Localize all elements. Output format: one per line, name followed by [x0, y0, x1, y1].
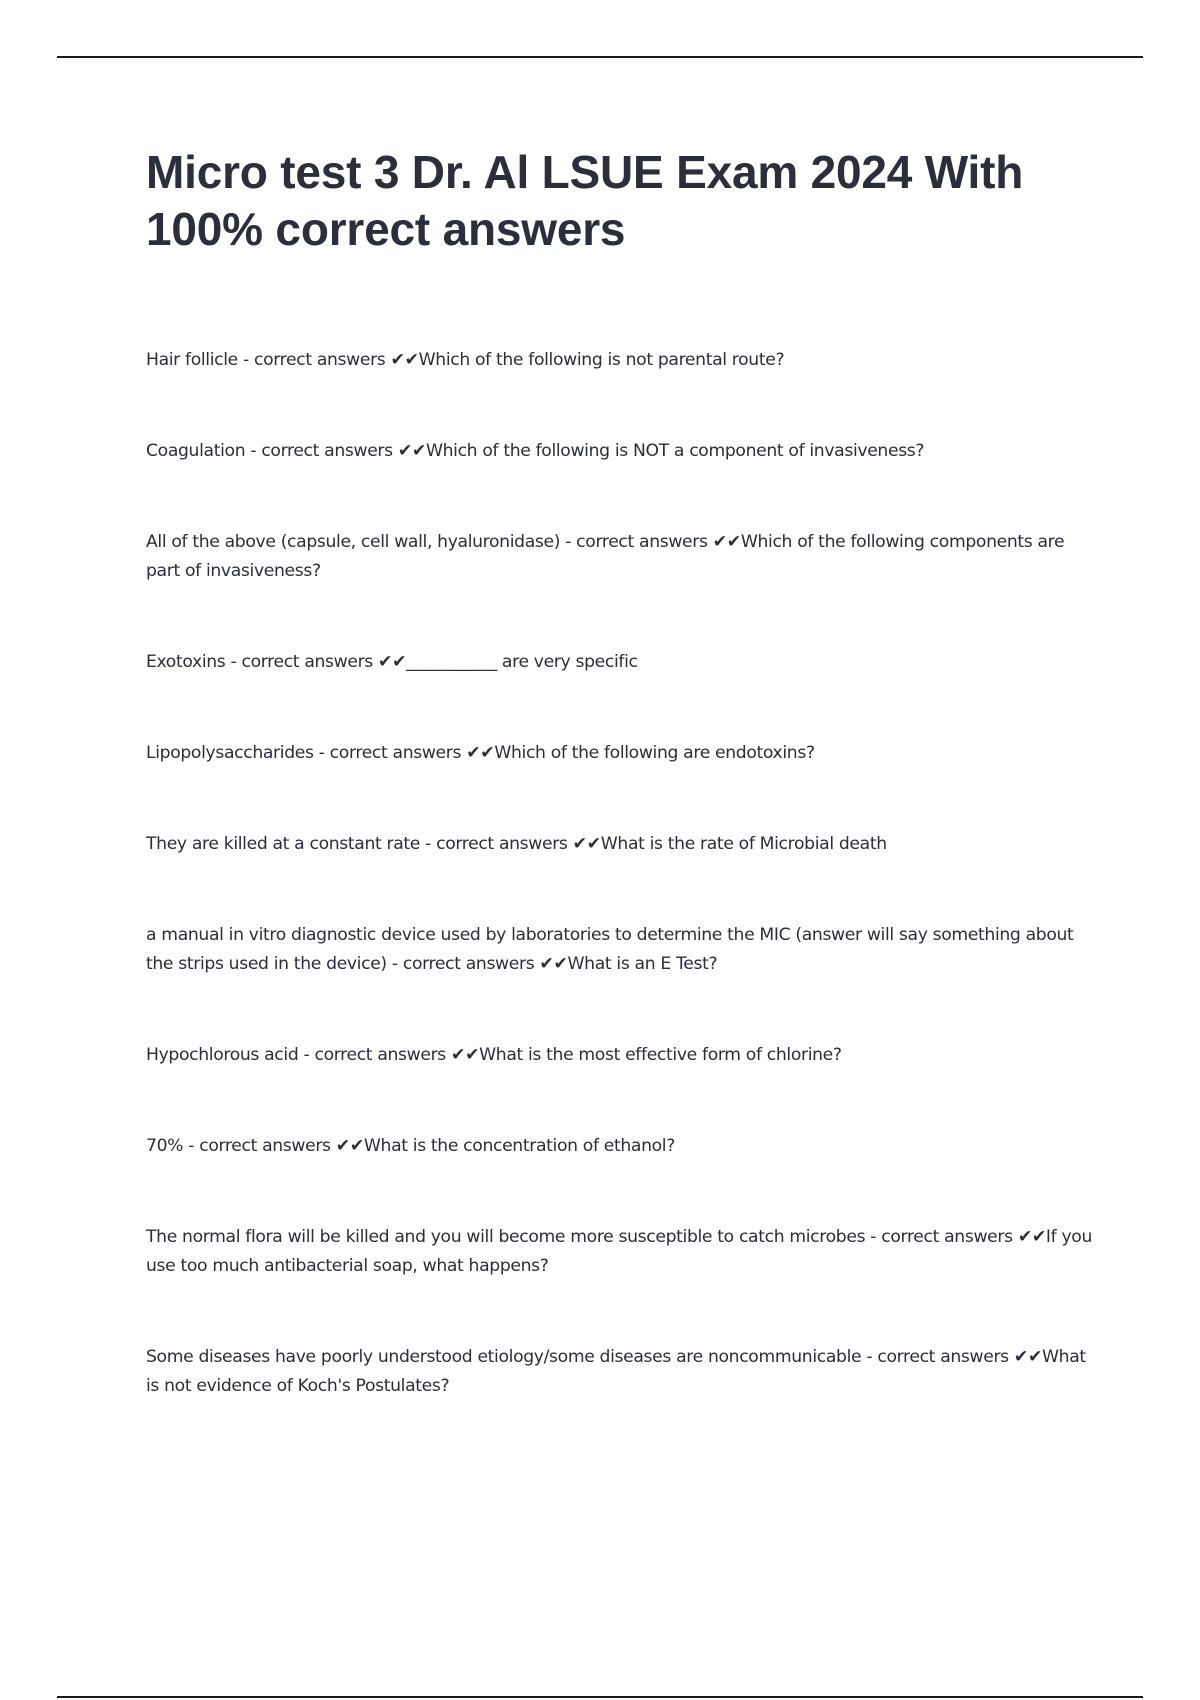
- qa-list: [146, 346, 1096, 1463]
- correct-answers-label: - correct answers: [865, 1227, 1018, 1247]
- question-text: Which of the following components are part of invasiveness?: [146, 532, 1065, 581]
- correct-answers-label: - correct answers: [183, 1136, 336, 1156]
- correct-answers-label: - correct answers: [237, 350, 391, 370]
- qa-item-11: [146, 1343, 1096, 1401]
- correct-answers-label: - correct answers: [313, 743, 467, 763]
- question-text: What is the most effective form of chlorine?: [479, 1045, 842, 1065]
- question-text: Which of the following is not parental route?: [418, 350, 785, 370]
- answer-text: Hair follicle: [146, 350, 238, 370]
- top-divider: [57, 56, 1143, 58]
- correct-answers-label: - correct answers: [298, 1045, 452, 1065]
- correct-answers-label: - correct answers: [420, 834, 573, 854]
- correct-answers-label: - correct answers: [225, 652, 379, 672]
- double-check-icon: ✔✔: [335, 1136, 364, 1156]
- qa-item-10: [146, 1223, 1096, 1281]
- question-text: What is an E Test?: [567, 954, 718, 974]
- page-title: Micro test 3 Dr. Al LSUE Exam 2024 With 100% correct answers: [146, 146, 1024, 255]
- double-check-icon: ✔✔: [572, 834, 601, 854]
- question-text: What is the concentration of ethanol?: [363, 1136, 676, 1156]
- qa-item-3: [146, 528, 1096, 586]
- qa-item-8: [146, 1041, 1096, 1070]
- qa-item-7: [146, 921, 1096, 979]
- double-check-icon: ✔✔: [397, 441, 426, 461]
- double-check-icon: ✔✔: [539, 954, 568, 974]
- answer-text: The normal flora will be killed and you will become more susceptible to catch microbes: [146, 1227, 866, 1247]
- qa-item-2: [146, 437, 1096, 466]
- bottom-divider: [57, 1696, 1143, 1698]
- correct-answers-label: - correct answers: [386, 954, 540, 974]
- question-text: Which of the following is NOT a component of invasiveness?: [425, 441, 925, 461]
- double-check-icon: ✔✔: [1013, 1347, 1042, 1367]
- answer-text: All of the above (capsule, cell wall, hyaluronidase): [146, 532, 561, 552]
- double-check-icon: ✔✔: [451, 1045, 480, 1065]
- answer-text: a manual in vitro diagnostic device used by laboratories to determine the MIC (answer will say something about the strips used in the device): [146, 925, 1074, 974]
- double-check-icon: ✔✔: [390, 350, 419, 370]
- correct-answers-label: - correct answers: [560, 532, 713, 552]
- qa-item-1: [146, 346, 1096, 375]
- answer-text: Lipopolysaccharides: [146, 743, 314, 763]
- double-check-icon: ✔✔: [466, 743, 495, 763]
- question-text: What is the rate of Microbial death: [600, 834, 887, 854]
- double-check-icon: ✔✔: [712, 532, 741, 552]
- double-check-icon: ✔✔: [378, 652, 407, 672]
- answer-text: Exotoxins: [146, 652, 226, 672]
- answer-text: Hypochlorous acid: [146, 1045, 299, 1065]
- double-check-icon: ✔✔: [1017, 1227, 1046, 1247]
- answer-text: 70%: [146, 1136, 184, 1156]
- question-text: Which of the following are endotoxins?: [494, 743, 815, 763]
- question-text: What is not evidence of Koch's Postulates?: [146, 1347, 1086, 1396]
- qa-item-9: [146, 1132, 1096, 1161]
- qa-item-6: [146, 830, 1096, 859]
- correct-answers-label: - correct answers: [245, 441, 398, 461]
- question-text: ___________ are very specific: [406, 652, 638, 672]
- correct-answers-label: - correct answers: [861, 1347, 1014, 1367]
- answer-text: Coagulation: [146, 441, 246, 461]
- qa-item-5: [146, 739, 1096, 768]
- question-text: If you use too much antibacterial soap, what happens?: [146, 1227, 1092, 1276]
- answer-text: Some diseases have poorly understood etiology/some diseases are noncommunicable: [146, 1347, 862, 1367]
- answer-text: They are killed at a constant rate: [146, 834, 421, 854]
- qa-item-4: [146, 648, 1096, 677]
